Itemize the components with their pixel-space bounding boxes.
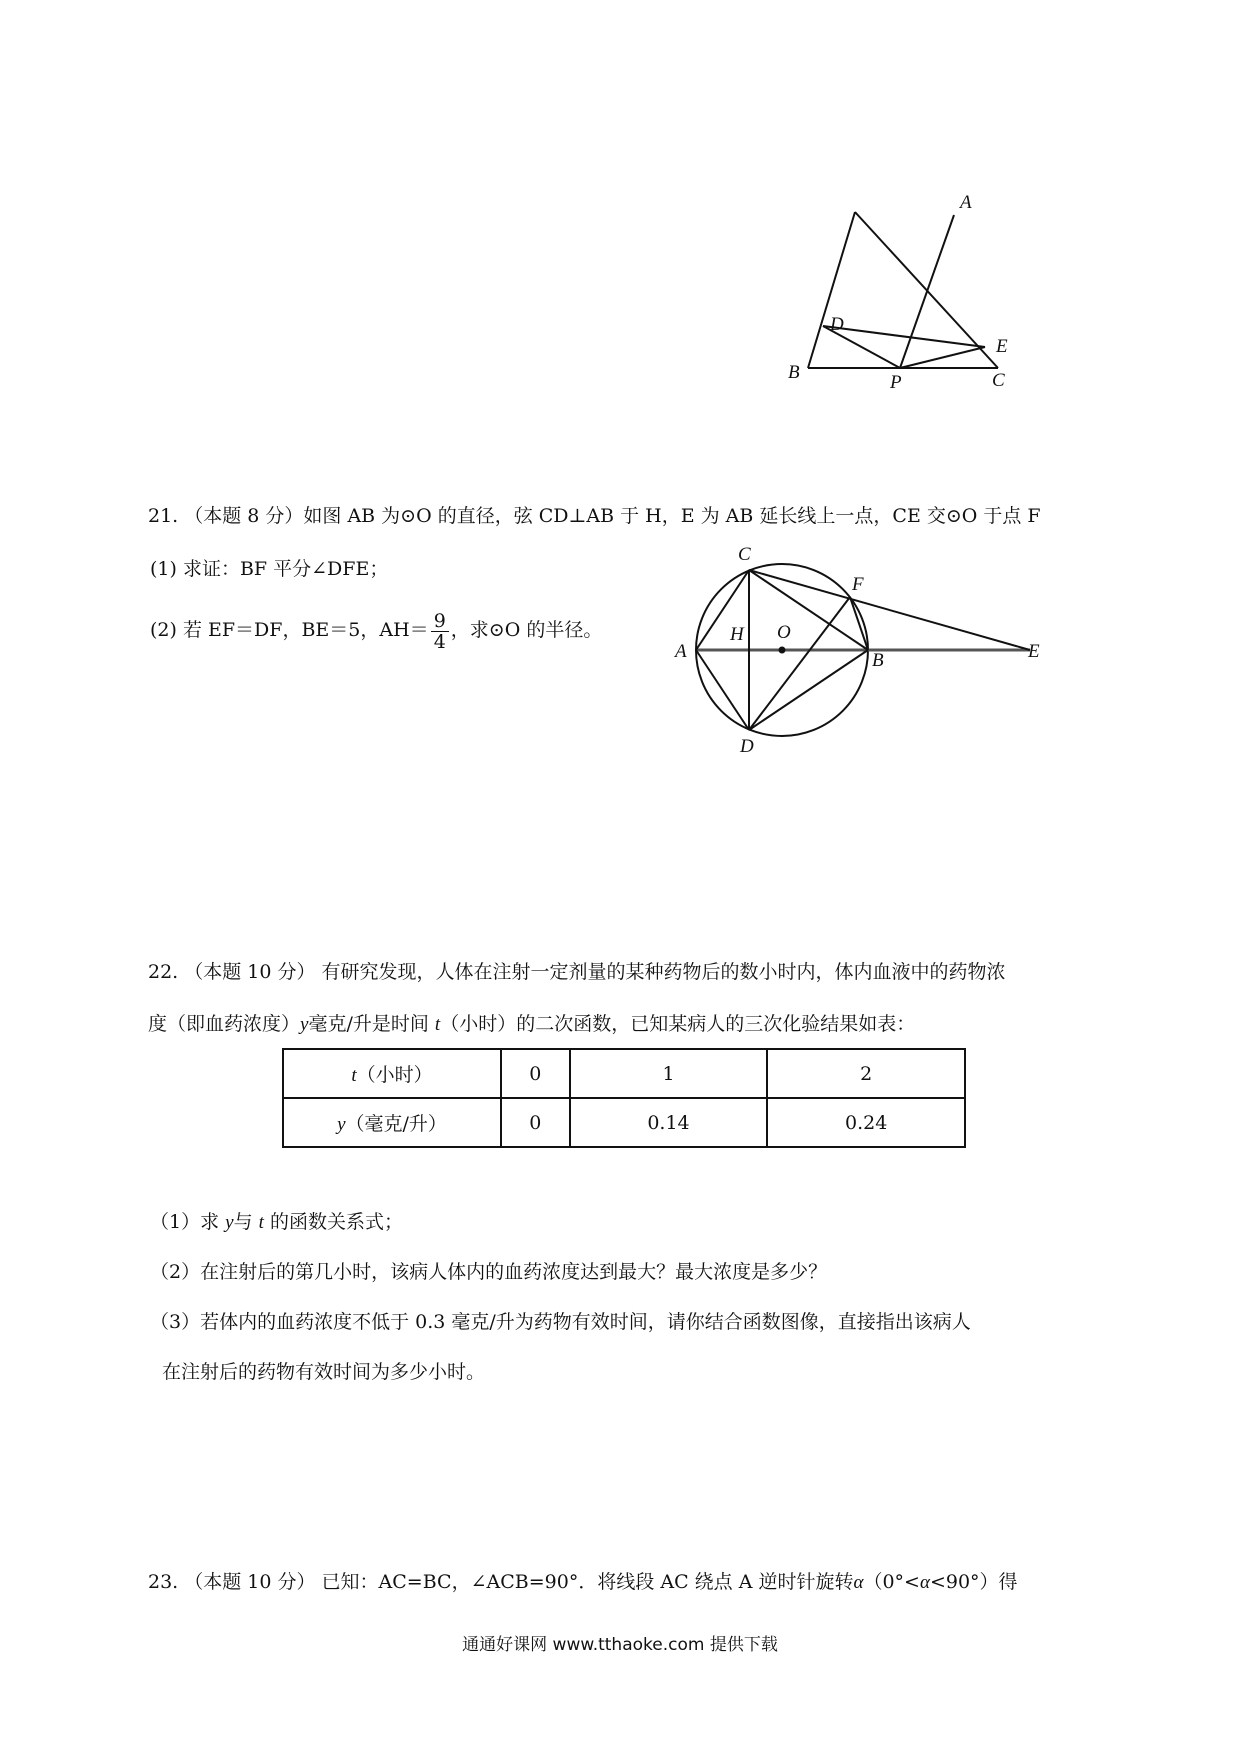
q21-part2 — [150, 600, 602, 660]
label-o: O — [777, 622, 791, 643]
circle-figure — [660, 540, 1060, 760]
q22-stem-line1: 22. （本题 10 分） 有研究发现，人体在注射一定剂量的某种药物后的数小时内，体内血液中的药物浓 — [148, 961, 1006, 983]
segment-pa — [900, 215, 954, 368]
q23-text-b: （0°< — [863, 1571, 920, 1593]
segment-cb — [749, 570, 868, 650]
var-y: y — [300, 1014, 309, 1035]
segment-ce — [749, 570, 1030, 650]
part1-var-t: t — [258, 1212, 264, 1233]
part1-c: 的函数关系式； — [269, 1211, 403, 1233]
label-e: E — [996, 336, 1008, 357]
header-unit-t: （小时） — [356, 1064, 433, 1086]
label-e: E — [1028, 641, 1040, 662]
segment-db — [749, 650, 868, 730]
q22-text-b: 毫克/升是时间 — [308, 1013, 429, 1035]
fraction-9-4 — [431, 611, 449, 652]
q21-stem: 21. （本题 8 分）如图 AB 为⊙O 的直径，弦 CD⊥AB 于 H，E 为 AB 延长线上一点，CE 交⊙O 于点 F — [148, 505, 1041, 527]
segment-ad — [696, 650, 749, 730]
label-d: D — [740, 736, 754, 757]
triangle-figure — [770, 190, 1030, 390]
label-c: C — [992, 370, 1005, 390]
table-cell: 0.14 — [570, 1098, 768, 1147]
table-row-y — [283, 1098, 965, 1147]
table-cell: 2 — [767, 1049, 965, 1098]
alpha-symbol: α — [919, 1572, 930, 1593]
q21-part2-suffix: ，求⊙O 的半径。 — [450, 619, 603, 641]
fraction-numerator: 9 — [431, 611, 449, 632]
footer-credit: 通通好课网 www.tthaoke.com 提供下载 — [462, 1635, 778, 1655]
q21-part1: (1) 求证：BF 平分∠DFE； — [150, 558, 389, 580]
label-a: A — [675, 641, 687, 662]
table-row-t — [283, 1049, 965, 1098]
label-b: B — [872, 650, 884, 671]
table-header-t — [283, 1049, 501, 1098]
q22-part1 — [150, 1208, 403, 1237]
table-cell: 1 — [570, 1049, 768, 1098]
center-point-o — [779, 647, 786, 654]
q21-part2-prefix: (2) 若 EF＝DF，BE＝5，AH＝ — [150, 619, 429, 641]
var-t: t — [434, 1014, 441, 1035]
q23-stem — [148, 1568, 1018, 1597]
label-d: D — [830, 314, 844, 335]
label-f: F — [852, 574, 864, 595]
label-h: H — [730, 624, 744, 645]
q22-part3-line1: （3）若体内的血药浓度不低于 0.3 毫克/升为药物有效时间，请你结合函数图像，直接指出该病人 — [150, 1311, 971, 1333]
header-unit-y: （毫克/升） — [345, 1113, 447, 1135]
segment-de — [823, 326, 985, 347]
q22-part2: （2）在注射后的第几小时，该病人体内的血药浓度达到最大？最大浓度是多少？ — [150, 1261, 828, 1283]
label-a: A — [960, 192, 972, 213]
fraction-denominator: 4 — [433, 630, 446, 653]
table-cell: 0.24 — [767, 1098, 965, 1147]
q22-text-c: （小时）的二次函数，已知某病人的三次化验结果如表： — [440, 1013, 916, 1035]
part1-b: 与 — [233, 1211, 253, 1233]
label-p: P — [890, 372, 902, 390]
header-var-y: y — [337, 1114, 346, 1135]
table-cell: 0 — [501, 1049, 570, 1098]
table-header-y — [283, 1098, 501, 1147]
header-var-t: t — [351, 1065, 357, 1086]
alpha-symbol: α — [853, 1572, 864, 1593]
segment-fb — [850, 597, 868, 650]
q22-part3-line2: 在注射后的药物有效时间为多少小时。 — [162, 1361, 486, 1383]
label-b: B — [788, 362, 800, 383]
part1-a: （1）求 — [150, 1211, 220, 1233]
q22-stem-line2 — [148, 1010, 915, 1039]
segment-df — [749, 597, 850, 730]
label-c: C — [738, 544, 751, 565]
q23-text-a: 23. （本题 10 分） 已知：AC=BC，∠ACB=90°．将线段 AC 绕点 A 逆时针旋转 — [148, 1571, 854, 1593]
part1-var-y: y — [225, 1212, 234, 1233]
data-table — [282, 1048, 966, 1148]
table-cell: 0 — [501, 1098, 570, 1147]
segment-pe — [900, 347, 985, 368]
q23-text-c: <90°）得 — [929, 1571, 1018, 1593]
q22-text-a: 度（即血药浓度） — [148, 1013, 301, 1035]
